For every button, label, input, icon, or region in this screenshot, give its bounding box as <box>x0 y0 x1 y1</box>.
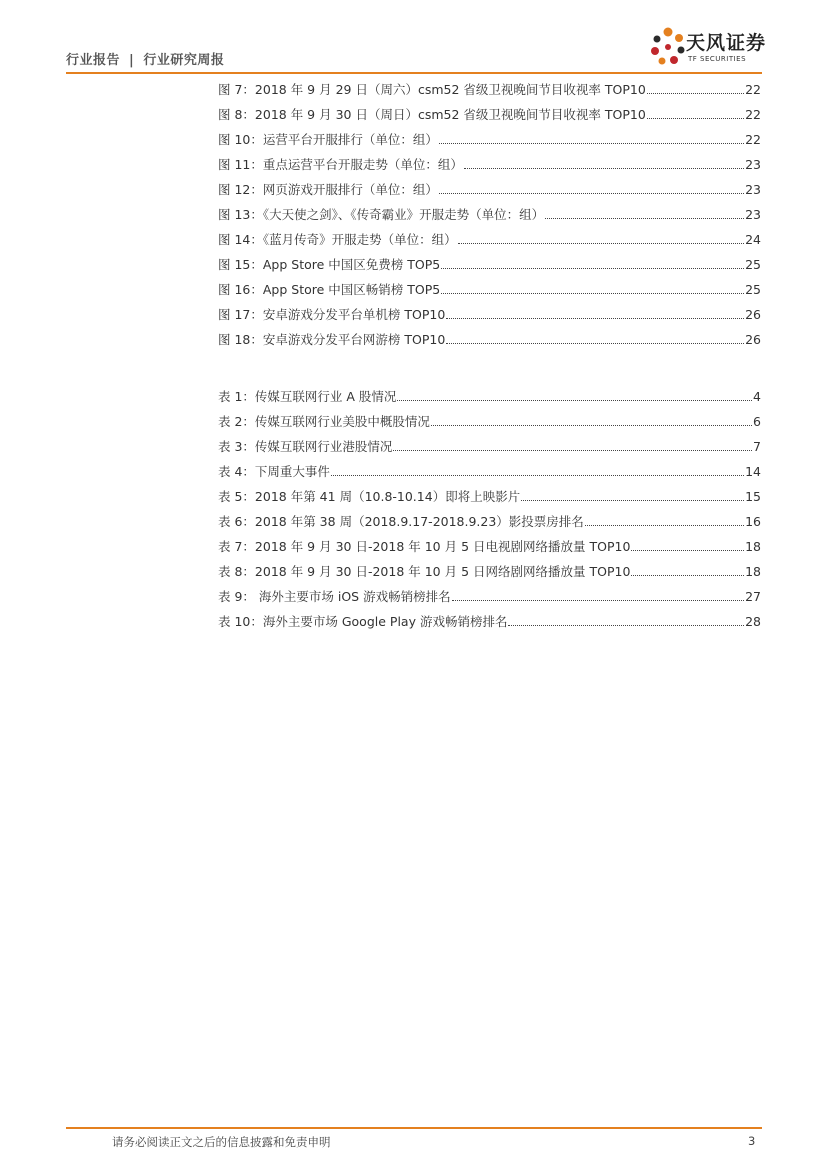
dot-leader <box>521 500 744 501</box>
brand-logo <box>650 26 770 72</box>
table-title: 表 8：2018 年 9 月 30 日-2018 年 10 月 5 日网络剧网络播放量 TOP10 <box>218 564 631 579</box>
table-entry[interactable] <box>218 434 761 459</box>
brand-name: 天风证券 <box>686 32 767 54</box>
dot-leader <box>441 293 744 294</box>
figure-entry[interactable] <box>218 327 761 352</box>
table-entry[interactable] <box>218 559 761 584</box>
figure-title: 图 13：《大天使之剑》、《传奇霸业》开服走势（单位：组） <box>218 207 545 222</box>
flower-icon <box>650 26 686 70</box>
table-title: 表 6：2018 年第 38 周（2018.9.17-2018.9.23）影投票房排名 <box>218 514 584 529</box>
table-page-number: 27 <box>745 589 761 604</box>
figure-entry[interactable] <box>218 227 761 252</box>
figure-page-number: 22 <box>745 132 761 147</box>
figure-entry[interactable] <box>218 177 761 202</box>
figure-page-number: 23 <box>745 157 761 172</box>
table-title: 表 1：传媒互联网行业 A 股情况 <box>218 389 397 404</box>
table-list <box>218 384 761 634</box>
table-entry[interactable] <box>218 509 761 534</box>
dot-leader <box>393 450 752 451</box>
table-page-number: 14 <box>745 464 761 479</box>
figure-title: 图 7：2018 年 9 月 29 日（周六）csm52 省级卫视晚间节目收视率 TOP10 <box>218 82 646 97</box>
figure-title: 图 10：运营平台开服排行（单位：组） <box>218 132 438 147</box>
figure-page-number: 24 <box>745 232 761 247</box>
table-entry[interactable] <box>218 459 761 484</box>
table-entry[interactable] <box>218 534 761 559</box>
table-page-number: 15 <box>745 489 761 504</box>
figure-page-number: 22 <box>745 82 761 97</box>
dot-leader <box>464 168 744 169</box>
table-title: 表 5：2018 年第 41 周（10.8-10.14）即将上映影片 <box>218 489 521 504</box>
dot-leader <box>647 93 744 94</box>
dot-leader <box>331 475 744 476</box>
figure-page-number: 25 <box>745 282 761 297</box>
table-entry[interactable] <box>218 484 761 509</box>
figure-page-number: 26 <box>745 332 761 347</box>
figure-page-number: 25 <box>745 257 761 272</box>
brand-subtitle: TF SECURITIES <box>688 55 747 63</box>
figure-entry[interactable] <box>218 202 761 227</box>
figure-page-number: 26 <box>745 307 761 322</box>
table-entry[interactable] <box>218 609 761 634</box>
figure-title: 图 17：安卓游戏分发平台单机榜 TOP10 <box>218 307 446 322</box>
dot-leader <box>631 550 744 551</box>
figure-page-number: 22 <box>745 107 761 122</box>
table-title: 表 9： 海外主要市场 iOS 游戏畅销榜排名 <box>218 589 451 604</box>
dot-leader <box>397 400 752 401</box>
table-title: 表 7：2018 年 9 月 30 日-2018 年 10 月 5 日电视剧网络播放量 TOP10 <box>218 539 631 554</box>
figure-title: 图 12：网页游戏开服排行（单位：组） <box>218 182 438 197</box>
figure-title: 图 18：安卓游戏分发平台网游榜 TOP10 <box>218 332 446 347</box>
figure-title: 图 16：App Store 中国区畅销榜 TOP5 <box>218 282 441 297</box>
figure-entry[interactable] <box>218 302 761 327</box>
table-page-number: 4 <box>753 389 761 404</box>
table-page-number: 18 <box>745 564 761 579</box>
figure-entry[interactable] <box>218 77 761 102</box>
figure-title: 图 8：2018 年 9 月 30 日（周日）csm52 省级卫视晚间节目收视率 TOP10 <box>218 107 646 122</box>
dot-leader <box>452 600 745 601</box>
figure-title: 图 11：重点运营平台开服走势（单位：组） <box>218 157 463 172</box>
figure-entry[interactable] <box>218 277 761 302</box>
dot-leader <box>439 143 744 144</box>
report-category: 行业报告 <box>66 53 121 68</box>
dot-leader <box>545 218 744 219</box>
table-entry[interactable] <box>218 584 761 609</box>
dot-leader <box>631 575 744 576</box>
header-separator: | <box>129 53 135 68</box>
page-number: 3 <box>748 1134 756 1148</box>
figure-entry[interactable] <box>218 102 761 127</box>
figure-title: 图 15：App Store 中国区免费榜 TOP5 <box>218 257 441 272</box>
dot-leader <box>431 425 752 426</box>
table-page-number: 7 <box>753 439 761 454</box>
dot-leader <box>585 525 744 526</box>
figure-entry[interactable] <box>218 252 761 277</box>
figure-page-number: 23 <box>745 182 761 197</box>
dot-leader <box>446 318 744 319</box>
report-header <box>66 49 224 68</box>
figure-entry[interactable] <box>218 152 761 177</box>
table-entry[interactable] <box>218 384 761 409</box>
table-entry[interactable] <box>218 409 761 434</box>
dot-leader <box>508 625 744 626</box>
header-divider <box>66 72 762 74</box>
dot-leader <box>458 243 744 244</box>
figure-page-number: 23 <box>745 207 761 222</box>
table-page-number: 16 <box>745 514 761 529</box>
table-page-number: 28 <box>745 614 761 629</box>
report-subcategory: 行业研究周报 <box>143 53 225 68</box>
dot-leader <box>647 118 744 119</box>
dot-leader <box>439 193 744 194</box>
table-page-number: 18 <box>745 539 761 554</box>
dot-leader <box>446 343 744 344</box>
figure-title: 图 14：《蓝月传奇》开服走势（单位：组） <box>218 232 457 247</box>
footer-disclaimer: 请务必阅读正文之后的信息披露和免责申明 <box>112 1135 331 1149</box>
footer-divider <box>66 1127 762 1129</box>
table-page-number: 6 <box>753 414 761 429</box>
table-title: 表 4：下周重大事件 <box>218 464 330 479</box>
figure-entry[interactable] <box>218 127 761 152</box>
dot-leader <box>441 268 744 269</box>
figure-list <box>218 77 761 352</box>
table-title: 表 2：传媒互联网行业美股中概股情况 <box>218 414 430 429</box>
table-title: 表 3：传媒互联网行业港股情况 <box>218 439 393 454</box>
table-title: 表 10：海外主要市场 Google Play 游戏畅销榜排名 <box>218 614 508 629</box>
